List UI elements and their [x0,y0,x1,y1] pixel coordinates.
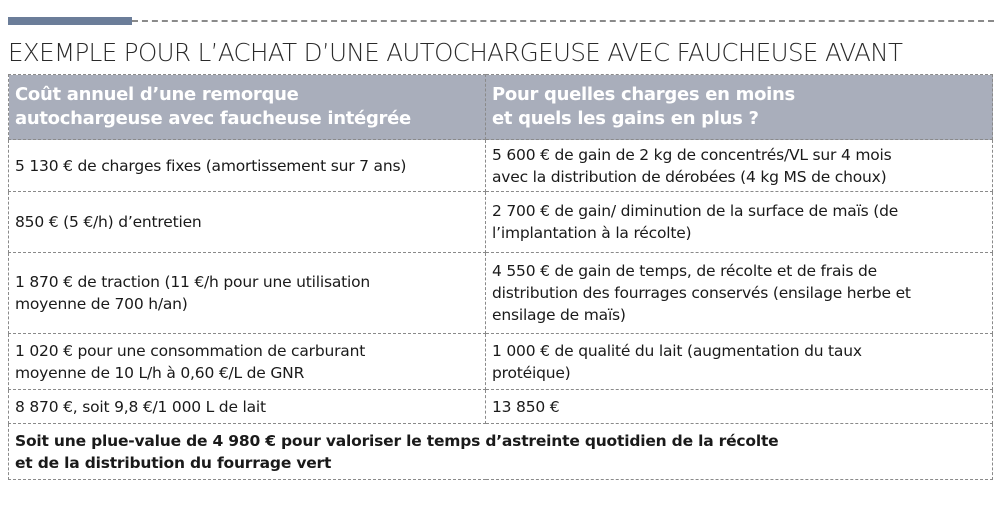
accent-bar [8,17,132,25]
cost-cell [9,140,486,192]
cell-line: 4 550 € de gain de temps, de récolte et de frais de [492,262,877,280]
cell-line: ensilage de maïs) [492,306,626,324]
page-title: EXEMPLE POUR L’ACHAT D’UNE AUTOCHARGEUSE AVEC FAUCHEUSE AVANT [8,38,903,67]
cost-comparison-table [8,74,993,480]
table-row-total [9,390,993,424]
cell-line: protéique) [492,363,571,382]
gain-total-cell [486,390,993,424]
summary-cell [9,424,993,480]
cell-line: avec la distribution de dérobées (4 kg MS de choux) [492,167,887,186]
header-line: Coût annuel d’une remorque [15,84,299,105]
cost-cell [9,192,486,253]
cell-line: 13 850 € [492,397,560,416]
header-line: Pour quelles charges en moins [492,84,795,105]
table-row [9,140,993,192]
header-cell-gains [486,75,993,140]
cell-line: 2 700 € de gain/ diminution de la surface de maïs (de [492,202,899,220]
cell-line: 1 870 € de traction (11 €/h pour une utilisation [15,273,371,291]
gain-cell [486,253,993,334]
cell-line: 5 130 € de charges fixes (amortissement sur 7 ans) [15,156,407,175]
gain-cell [486,140,993,192]
cell-line: 850 € (5 €/h) d’entretien [15,213,202,231]
cell-line: 1 000 € de qualité du lait (augmentation du taux [492,341,862,360]
cell-line: 5 600 € de gain de 2 kg de concentrés/VL sur 4 mois [492,145,892,164]
summary-line: et de la distribution du fourrage vert [15,453,332,472]
dashed-rule [132,20,994,22]
gain-cell [486,334,993,390]
table-row [9,192,993,253]
table-row [9,253,993,334]
table-row [9,334,993,390]
cell-line: moyenne de 10 L/h à 0,60 €/L de GNR [15,363,305,382]
header-line: et quels les gains en plus ? [492,108,759,129]
cell-line: 8 870 €, soit 9,8 €/1 000 L de lait [15,397,266,416]
table-header-row [9,75,993,140]
cell-line: 1 020 € pour une consommation de carburant [15,341,366,360]
cell-line: distribution des fourrages conservés (ensilage herbe et [492,284,911,302]
cell-line: moyenne de 700 h/an) [15,295,188,313]
cell-line: l’implantation à la récolte) [492,224,692,242]
summary-line: Soit une plue-value de 4 980 € pour valoriser le temps d’astreinte quotidien de la récolte [15,431,779,450]
gain-cell [486,192,993,253]
table-row-summary [9,424,993,480]
header-cell-annual-cost [9,75,486,140]
cost-cell [9,253,486,334]
cost-total-cell [9,390,486,424]
header-line: autochargeuse avec faucheuse intégrée [15,108,411,129]
cost-cell [9,334,486,390]
